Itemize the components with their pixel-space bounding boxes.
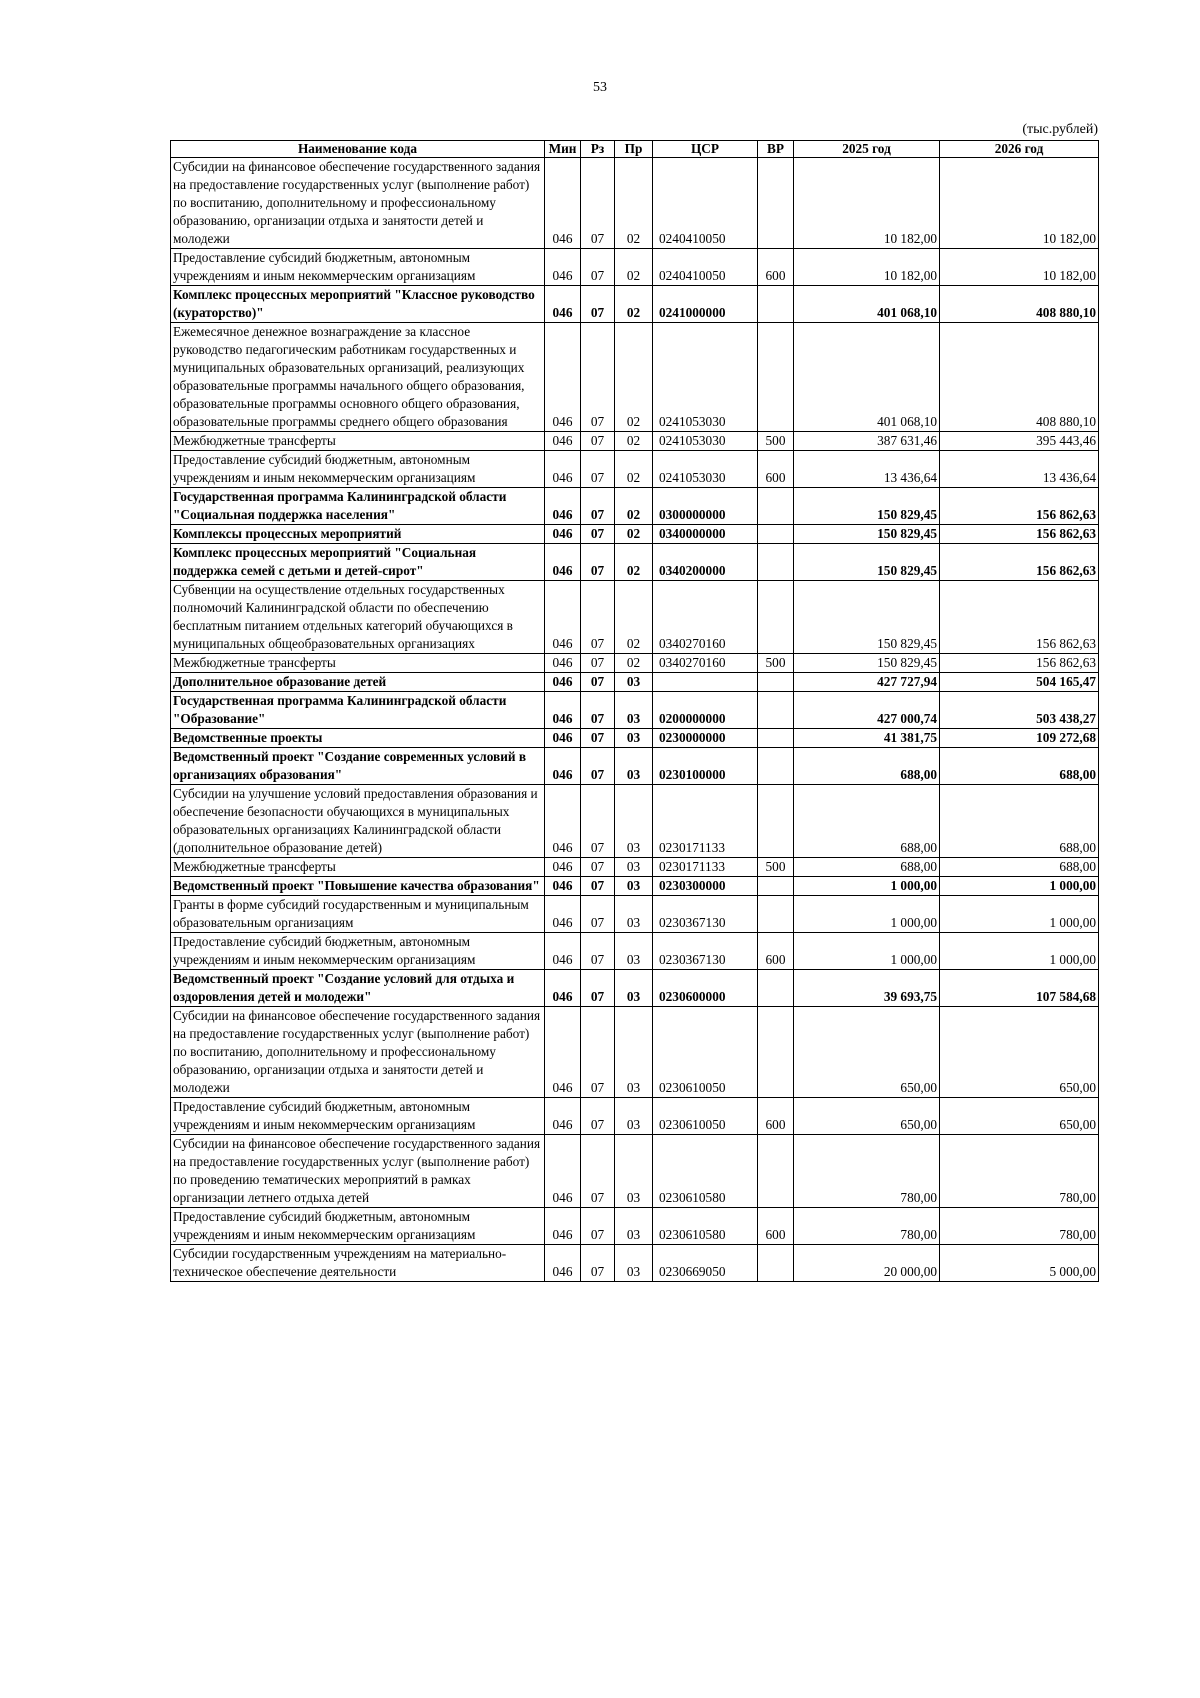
cell-pr: 02 (615, 323, 653, 432)
header-2026: 2026 год (940, 141, 1099, 158)
cell-min: 046 (545, 933, 581, 970)
cell-vr (758, 286, 794, 323)
table-row (171, 1007, 1099, 1098)
cell-pr: 02 (615, 525, 653, 544)
cell-vr (758, 877, 794, 896)
cell-rz: 07 (581, 1098, 615, 1135)
cell-pr: 02 (615, 488, 653, 525)
table-row (171, 451, 1099, 488)
cell-vr: 600 (758, 1098, 794, 1135)
table-row (171, 286, 1099, 323)
cell-vr (758, 729, 794, 748)
cell-rz: 07 (581, 858, 615, 877)
cell-rz: 07 (581, 654, 615, 673)
table-row (171, 933, 1099, 970)
cell-rz: 07 (581, 323, 615, 432)
header-vr: ВР (758, 141, 794, 158)
table-row (171, 432, 1099, 451)
cell-name: Ведомственный проект "Создание современных условий в организациях образования" (171, 748, 545, 785)
cell-rz: 07 (581, 286, 615, 323)
cell-min: 046 (545, 488, 581, 525)
cell-rz: 07 (581, 525, 615, 544)
cell-min: 046 (545, 729, 581, 748)
cell-vr: 500 (758, 858, 794, 877)
cell-2025: 13 436,64 (794, 451, 940, 488)
table-row (171, 896, 1099, 933)
cell-vr (758, 1135, 794, 1208)
cell-name: Государственная программа Калининградской области "Образование" (171, 692, 545, 729)
cell-pr: 03 (615, 692, 653, 729)
cell-2025: 387 631,46 (794, 432, 940, 451)
cell-min: 046 (545, 1245, 581, 1282)
cell-min: 046 (545, 1098, 581, 1135)
cell-name: Предоставление субсидий бюджетным, автономным учреждениям и иным некоммерческим организациям (171, 933, 545, 970)
cell-csr: 0230610580 (653, 1208, 758, 1245)
cell-csr: 0230600000 (653, 970, 758, 1007)
table-row (171, 1208, 1099, 1245)
cell-2025: 1 000,00 (794, 877, 940, 896)
cell-2026: 109 272,68 (940, 729, 1099, 748)
table-row (171, 729, 1099, 748)
cell-pr: 02 (615, 286, 653, 323)
cell-rz: 07 (581, 673, 615, 692)
cell-name: Дополнительное образование детей (171, 673, 545, 692)
cell-csr: 0300000000 (653, 488, 758, 525)
cell-name: Предоставление субсидий бюджетным, автономным учреждениям и иным некоммерческим организациям (171, 451, 545, 488)
cell-2025: 20 000,00 (794, 1245, 940, 1282)
table-row (171, 1098, 1099, 1135)
cell-csr: 0230100000 (653, 748, 758, 785)
cell-name: Комплекс процессных мероприятий "Классное руководство (кураторство)" (171, 286, 545, 323)
table-body (171, 158, 1099, 1282)
cell-2025: 41 381,75 (794, 729, 940, 748)
cell-name: Субсидии на улучшение условий предоставления образования и обеспечение безопасности обучающихся в муниципальных образовательных организациях Калининградской области (дополнительное образование детей) (171, 785, 545, 858)
cell-rz: 07 (581, 544, 615, 581)
cell-2026: 688,00 (940, 785, 1099, 858)
cell-vr (758, 1245, 794, 1282)
cell-vr (758, 1007, 794, 1098)
table-row (171, 970, 1099, 1007)
cell-2025: 150 829,45 (794, 488, 940, 525)
cell-vr (758, 748, 794, 785)
cell-min: 046 (545, 581, 581, 654)
cell-min: 046 (545, 286, 581, 323)
cell-rz: 07 (581, 1135, 615, 1208)
cell-csr: 0241053030 (653, 323, 758, 432)
cell-rz: 07 (581, 451, 615, 488)
cell-name: Межбюджетные трансферты (171, 432, 545, 451)
cell-2026: 10 182,00 (940, 249, 1099, 286)
cell-vr: 600 (758, 933, 794, 970)
cell-name: Субвенции на осуществление отдельных государственных полномочий Калининградской области по обеспечению бесплатным питанием отдельных категорий обучающихся в муниципальных общеобразовательных организациях (171, 581, 545, 654)
cell-vr (758, 158, 794, 249)
cell-vr (758, 896, 794, 933)
cell-csr: 0230367130 (653, 933, 758, 970)
cell-name: Субсидии на финансовое обеспечение государственного задания на предоставление государственных услуг (выполнение работ) по воспитанию, дополнительному и профессиональному образованию, организации отдыха и занятости детей и молодежи (171, 1007, 545, 1098)
table-header (171, 141, 1099, 158)
cell-rz: 07 (581, 1245, 615, 1282)
cell-min: 046 (545, 432, 581, 451)
cell-2026: 395 443,46 (940, 432, 1099, 451)
cell-vr: 500 (758, 432, 794, 451)
cell-2025: 10 182,00 (794, 158, 940, 249)
cell-2025: 688,00 (794, 748, 940, 785)
cell-name: Предоставление субсидий бюджетным, автономным учреждениям и иным некоммерческим организациям (171, 249, 545, 286)
table-row (171, 1135, 1099, 1208)
cell-csr: 0230610050 (653, 1007, 758, 1098)
cell-pr: 02 (615, 654, 653, 673)
table-row (171, 249, 1099, 286)
cell-pr: 02 (615, 249, 653, 286)
cell-min: 046 (545, 1135, 581, 1208)
cell-vr: 600 (758, 249, 794, 286)
cell-vr (758, 488, 794, 525)
cell-rz: 07 (581, 692, 615, 729)
cell-2025: 150 829,45 (794, 654, 940, 673)
cell-2025: 688,00 (794, 858, 940, 877)
cell-2026: 156 862,63 (940, 488, 1099, 525)
table-row (171, 525, 1099, 544)
cell-min: 046 (545, 654, 581, 673)
cell-pr: 02 (615, 581, 653, 654)
cell-pr: 02 (615, 432, 653, 451)
cell-min: 046 (545, 748, 581, 785)
cell-2026: 650,00 (940, 1007, 1099, 1098)
cell-min: 046 (545, 1208, 581, 1245)
cell-name: Межбюджетные трансферты (171, 858, 545, 877)
cell-2025: 688,00 (794, 785, 940, 858)
cell-rz: 07 (581, 1007, 615, 1098)
header-name: Наименование кода (171, 141, 545, 158)
cell-rz: 07 (581, 432, 615, 451)
cell-2025: 10 182,00 (794, 249, 940, 286)
cell-name: Субсидии на финансовое обеспечение государственного задания на предоставление государственных услуг (выполнение работ) по проведению тематических мероприятий в рамках организации летнего отдыха детей (171, 1135, 545, 1208)
cell-2025: 150 829,45 (794, 525, 940, 544)
header-2025: 2025 год (794, 141, 940, 158)
cell-name: Ведомственный проект "Повышение качества образования" (171, 877, 545, 896)
table-row (171, 858, 1099, 877)
cell-2025: 780,00 (794, 1208, 940, 1245)
cell-name: Ежемесячное денежное вознаграждение за классное руководство педагогическим работникам государственных и муниципальных образовательных организаций, реализующих образовательные программы начального общего образования, образовательные программы основного общего образования, образовательные программы среднего общего образования (171, 323, 545, 432)
cell-name: Субсидии государственным учреждениям на материально-техническое обеспечение деятельности (171, 1245, 545, 1282)
cell-2026: 780,00 (940, 1135, 1099, 1208)
cell-csr: 0241000000 (653, 286, 758, 323)
cell-2026: 156 862,63 (940, 581, 1099, 654)
cell-csr: 0340000000 (653, 525, 758, 544)
cell-vr (758, 785, 794, 858)
cell-name: Предоставление субсидий бюджетным, автономным учреждениям и иным некоммерческим организациям (171, 1098, 545, 1135)
cell-2026: 156 862,63 (940, 525, 1099, 544)
header-min: Мин (545, 141, 581, 158)
cell-min: 046 (545, 896, 581, 933)
cell-rz: 07 (581, 896, 615, 933)
cell-2025: 150 829,45 (794, 544, 940, 581)
cell-csr: 0230367130 (653, 896, 758, 933)
cell-min: 046 (545, 544, 581, 581)
cell-rz: 07 (581, 748, 615, 785)
cell-csr: 0340270160 (653, 581, 758, 654)
cell-vr (758, 673, 794, 692)
cell-csr: 0200000000 (653, 692, 758, 729)
cell-name: Комплекс процессных мероприятий "Социальная поддержка семей с детьми и детей-сирот" (171, 544, 545, 581)
cell-2025: 1 000,00 (794, 933, 940, 970)
cell-2025: 650,00 (794, 1007, 940, 1098)
table-row (171, 748, 1099, 785)
cell-min: 046 (545, 525, 581, 544)
table-row (171, 673, 1099, 692)
cell-2025: 650,00 (794, 1098, 940, 1135)
cell-vr (758, 525, 794, 544)
cell-csr: 0241053030 (653, 432, 758, 451)
cell-vr: 500 (758, 654, 794, 673)
cell-min: 046 (545, 692, 581, 729)
cell-min: 046 (545, 1007, 581, 1098)
page-number: 53 (593, 80, 607, 95)
cell-vr: 600 (758, 451, 794, 488)
header-pr: Пр (615, 141, 653, 158)
cell-2026: 408 880,10 (940, 286, 1099, 323)
cell-vr (758, 544, 794, 581)
header-csr: ЦСР (653, 141, 758, 158)
cell-rz: 07 (581, 933, 615, 970)
cell-csr: 0241053030 (653, 451, 758, 488)
cell-pr: 03 (615, 858, 653, 877)
cell-min: 046 (545, 970, 581, 1007)
header-rz: Рз (581, 141, 615, 158)
cell-min: 046 (545, 877, 581, 896)
cell-csr: 0230669050 (653, 1245, 758, 1282)
cell-name: Ведомственные проекты (171, 729, 545, 748)
cell-pr: 02 (615, 158, 653, 249)
table-row (171, 544, 1099, 581)
cell-vr (758, 970, 794, 1007)
cell-2026: 504 165,47 (940, 673, 1099, 692)
cell-2026: 688,00 (940, 748, 1099, 785)
cell-2026: 1 000,00 (940, 877, 1099, 896)
cell-csr: 0230610050 (653, 1098, 758, 1135)
cell-rz: 07 (581, 1208, 615, 1245)
cell-vr (758, 692, 794, 729)
cell-min: 046 (545, 858, 581, 877)
cell-csr (653, 673, 758, 692)
cell-pr: 02 (615, 451, 653, 488)
table-row (171, 323, 1099, 432)
cell-name: Межбюджетные трансферты (171, 654, 545, 673)
cell-csr: 0340200000 (653, 544, 758, 581)
cell-2025: 401 068,10 (794, 286, 940, 323)
cell-csr: 0230610580 (653, 1135, 758, 1208)
cell-pr: 03 (615, 729, 653, 748)
cell-pr: 02 (615, 544, 653, 581)
cell-vr (758, 323, 794, 432)
cell-2025: 427 727,94 (794, 673, 940, 692)
cell-2025: 401 068,10 (794, 323, 940, 432)
cell-csr: 0230300000 (653, 877, 758, 896)
cell-rz: 07 (581, 970, 615, 1007)
cell-2026: 1 000,00 (940, 933, 1099, 970)
cell-2025: 780,00 (794, 1135, 940, 1208)
table-row (171, 785, 1099, 858)
cell-pr: 03 (615, 1208, 653, 1245)
cell-pr: 03 (615, 1135, 653, 1208)
cell-pr: 03 (615, 785, 653, 858)
cell-2026: 10 182,00 (940, 158, 1099, 249)
cell-vr: 600 (758, 1208, 794, 1245)
cell-name: Предоставление субсидий бюджетным, автономным учреждениям и иным некоммерческим организациям (171, 1208, 545, 1245)
cell-min: 046 (545, 249, 581, 286)
cell-pr: 03 (615, 896, 653, 933)
cell-csr: 0240410050 (653, 249, 758, 286)
cell-name: Государственная программа Калининградской области "Социальная поддержка населения" (171, 488, 545, 525)
cell-csr: 0340270160 (653, 654, 758, 673)
cell-2026: 650,00 (940, 1098, 1099, 1135)
table-row (171, 1245, 1099, 1282)
cell-min: 046 (545, 323, 581, 432)
cell-min: 046 (545, 673, 581, 692)
cell-2025: 39 693,75 (794, 970, 940, 1007)
table-row (171, 158, 1099, 249)
cell-name: Гранты в форме субсидий государственным и муниципальным образовательным организациям (171, 896, 545, 933)
cell-2026: 5 000,00 (940, 1245, 1099, 1282)
cell-pr: 03 (615, 673, 653, 692)
cell-pr: 03 (615, 877, 653, 896)
cell-name: Комплексы процессных мероприятий (171, 525, 545, 544)
cell-vr (758, 581, 794, 654)
cell-rz: 07 (581, 877, 615, 896)
cell-2026: 13 436,64 (940, 451, 1099, 488)
cell-2026: 156 862,63 (940, 654, 1099, 673)
table-row (171, 654, 1099, 673)
cell-2026: 156 862,63 (940, 544, 1099, 581)
cell-pr: 03 (615, 933, 653, 970)
cell-2025: 1 000,00 (794, 896, 940, 933)
cell-min: 046 (545, 158, 581, 249)
cell-pr: 03 (615, 970, 653, 1007)
table-row (171, 581, 1099, 654)
cell-min: 046 (545, 451, 581, 488)
units-label: (тыс.рублей) (1022, 122, 1098, 137)
cell-2026: 780,00 (940, 1208, 1099, 1245)
cell-rz: 07 (581, 581, 615, 654)
cell-rz: 07 (581, 249, 615, 286)
cell-rz: 07 (581, 785, 615, 858)
cell-2026: 107 584,68 (940, 970, 1099, 1007)
cell-csr: 0230171133 (653, 858, 758, 877)
table-row (171, 488, 1099, 525)
table-row (171, 877, 1099, 896)
cell-csr: 0240410050 (653, 158, 758, 249)
cell-2025: 150 829,45 (794, 581, 940, 654)
cell-2026: 688,00 (940, 858, 1099, 877)
cell-pr: 03 (615, 1245, 653, 1282)
cell-2026: 1 000,00 (940, 896, 1099, 933)
cell-rz: 07 (581, 158, 615, 249)
cell-rz: 07 (581, 488, 615, 525)
cell-name: Субсидии на финансовое обеспечение государственного задания на предоставление государственных услуг (выполнение работ) по воспитанию, дополнительному и профессиональному образованию, организации отдыха и занятости детей и молодежи (171, 158, 545, 249)
cell-csr: 0230000000 (653, 729, 758, 748)
cell-2026: 408 880,10 (940, 323, 1099, 432)
cell-pr: 03 (615, 1007, 653, 1098)
cell-rz: 07 (581, 729, 615, 748)
budget-table (170, 140, 1099, 1282)
cell-pr: 03 (615, 748, 653, 785)
cell-2025: 427 000,74 (794, 692, 940, 729)
cell-pr: 03 (615, 1098, 653, 1135)
cell-name: Ведомственный проект "Создание условий для отдыха и оздоровления детей и молодежи" (171, 970, 545, 1007)
cell-min: 046 (545, 785, 581, 858)
cell-2026: 503 438,27 (940, 692, 1099, 729)
table-row (171, 692, 1099, 729)
cell-csr: 0230171133 (653, 785, 758, 858)
